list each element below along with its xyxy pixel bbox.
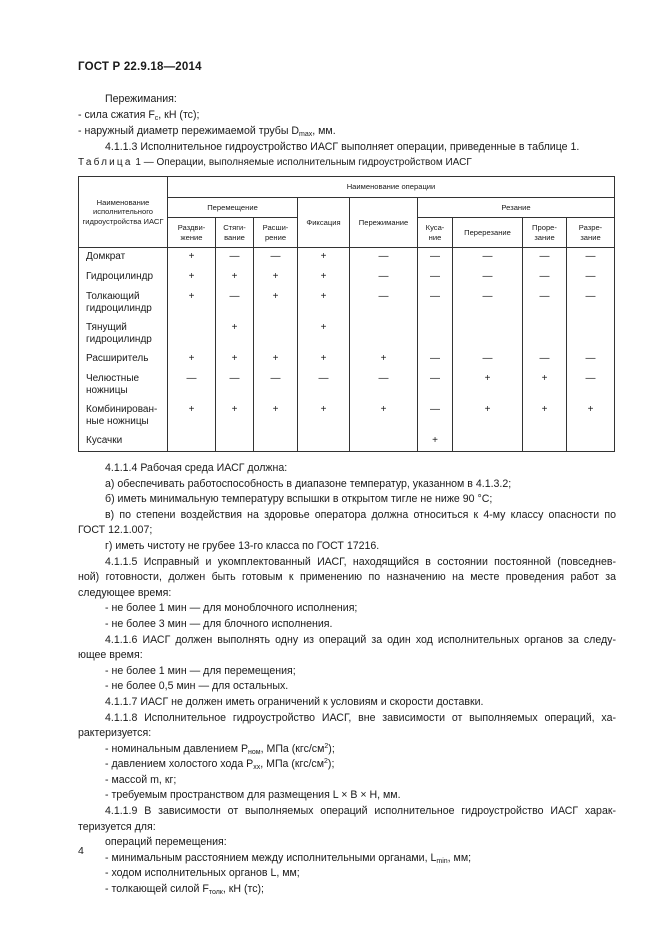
header-fixation: Фиксация xyxy=(298,198,350,248)
table-cell: — xyxy=(453,248,523,268)
table-cell xyxy=(350,432,418,452)
paragraph: - минимальным расстоянием между исполнительными органами, $L_{min}$, мм; xyxy=(105,851,472,865)
table-cell: + xyxy=(168,268,216,288)
table-cell: + xyxy=(254,350,298,370)
paragraph: - массой m, кг; xyxy=(105,773,177,786)
intro-block xyxy=(78,91,618,155)
table-cell: — xyxy=(418,401,453,432)
table-cell: + xyxy=(254,401,298,432)
table-cell: — xyxy=(298,370,350,401)
table-row xyxy=(79,350,615,370)
row-device-name: Расширитель xyxy=(79,350,168,370)
paragraph: - не более 1 мин — для моноблочного исполнения; xyxy=(105,602,358,615)
table-cell: — xyxy=(350,268,418,288)
table-cell: + xyxy=(216,401,254,432)
operations-table xyxy=(78,176,615,452)
table-cell: + xyxy=(168,401,216,432)
table-cell: — xyxy=(418,370,453,401)
header-device-name: Наименование исполнительного гидроустройства ИАСГ xyxy=(79,177,168,248)
table-cell: — xyxy=(567,288,615,319)
table-cell: — xyxy=(216,288,254,319)
paragraph: - не более 0,5 мин — для остальных. xyxy=(105,680,289,693)
paragraph: - ходом исполнительных органов L, мм; xyxy=(105,867,300,880)
table-row xyxy=(79,432,615,452)
table-cell: — xyxy=(523,288,567,319)
table-cell: — xyxy=(216,248,254,268)
table-cell: + xyxy=(350,350,418,370)
header-group-move: Перемещение xyxy=(168,198,298,218)
table-cell: — xyxy=(523,350,567,370)
table-cell: + xyxy=(567,401,615,432)
table-cell: — xyxy=(418,248,453,268)
table-cell: + xyxy=(216,268,254,288)
table-cell: — xyxy=(168,370,216,401)
header-bite: Куса- ние xyxy=(418,218,453,248)
intro-line: Пережимания: xyxy=(105,93,177,105)
table-cell: + xyxy=(298,248,350,268)
paragraph: - номинальным давлением $P_{ном}$, МПа $(кгс/см^2)$; xyxy=(105,742,335,756)
header-cut-through: Перерезание xyxy=(453,218,523,248)
header-widen: Расши- рение xyxy=(254,218,298,248)
table-cell: — xyxy=(453,268,523,288)
intro-line: - наружный диаметр пережимаемой трубы $D_{max}$, мм. xyxy=(78,125,336,138)
table-cell: + xyxy=(298,319,350,350)
paragraph: в) по степени воздействия на здоровье оператора должна относиться к 4-му классу опасности по xyxy=(105,508,616,521)
table-cell: + xyxy=(298,268,350,288)
table-cell xyxy=(453,432,523,452)
intro-line: - сила сжатия $F_c$, кН (тс); xyxy=(78,109,200,122)
table-cell: — xyxy=(350,248,418,268)
paragraph: ГОСТ 12.1.007; xyxy=(78,524,153,537)
table-row xyxy=(79,288,615,319)
table-cell: — xyxy=(254,248,298,268)
row-device-name: Толкающий гидроцилиндр xyxy=(79,288,168,319)
header-expand: Раздви- жение xyxy=(168,218,216,248)
table-cell: — xyxy=(523,268,567,288)
paragraph: - не более 1 мин — для перемещения; xyxy=(105,664,296,677)
table-cell: + xyxy=(168,248,216,268)
table-cell: + xyxy=(168,288,216,319)
table-cell: — xyxy=(453,288,523,319)
table-row xyxy=(79,268,615,288)
table-cell: + xyxy=(254,268,298,288)
table-cell: + xyxy=(298,288,350,319)
table-cell: — xyxy=(453,350,523,370)
table-cell xyxy=(523,432,567,452)
paragraph: - требуемым пространством для размещения L × B × H, мм. xyxy=(105,789,401,802)
table-cell xyxy=(254,432,298,452)
table-cell xyxy=(567,432,615,452)
paragraph: операций перемещения: xyxy=(105,836,227,849)
table-cell: + xyxy=(298,350,350,370)
table-cell: + xyxy=(523,370,567,401)
table-cell: + xyxy=(298,401,350,432)
table-cell: — xyxy=(350,288,418,319)
table-row xyxy=(79,370,615,401)
paragraph: 4.1.1.6 ИАСГ должен выполнять одну из операций за один ход исполнительных органов за следу- xyxy=(105,633,616,646)
table-cell: — xyxy=(523,248,567,268)
row-device-name: Тянущий гидроцилиндр xyxy=(79,319,168,350)
table-cell: — xyxy=(567,248,615,268)
table-cell: + xyxy=(453,370,523,401)
header-contract: Стяги- вание xyxy=(216,218,254,248)
table-cell: + xyxy=(418,432,453,452)
table-cell xyxy=(168,319,216,350)
document-header: ГОСТ Р 22.9.18—2014 xyxy=(78,61,202,73)
paragraph: - не более 3 мин — для блочного исполнения. xyxy=(105,617,333,630)
header-cut-apart: Разре- зание xyxy=(567,218,615,248)
table-cell: + xyxy=(523,401,567,432)
header-cut-slot: Проре- зание xyxy=(523,218,567,248)
table-cell xyxy=(216,432,254,452)
table-cell: + xyxy=(216,319,254,350)
table-cell xyxy=(254,319,298,350)
table-cell: — xyxy=(418,268,453,288)
body-text xyxy=(78,461,616,898)
paragraph: рактеризуется: xyxy=(78,727,152,740)
table-row xyxy=(79,319,615,350)
table-cell xyxy=(567,319,615,350)
paragraph: б) иметь минимальную температуру вспышки в открытом тигле не ниже 90 °С; xyxy=(105,493,493,506)
table-row xyxy=(79,248,615,268)
table-cell: — xyxy=(216,370,254,401)
table-cell xyxy=(523,319,567,350)
paragraph: ющее время: xyxy=(78,649,143,662)
header-operation-name: Наименование операции xyxy=(168,177,615,198)
paragraph: - толкающей силой $F_{толк}$, кН (тс); xyxy=(105,883,265,897)
page-number: 4 xyxy=(78,845,84,857)
paragraph: г) иметь чистоту не грубее 13-го класса по ГОСТ 17216. xyxy=(105,539,380,552)
row-device-name: Челюстные ножницы xyxy=(79,370,168,401)
paragraph: 4.1.1.9 В зависимости от выполняемых операций исполнительное гидроустройство ИАСГ харак- xyxy=(105,805,616,818)
paragraph: 4.1.1.4 Рабочая среда ИАСГ должна: xyxy=(105,462,288,474)
row-device-name: Домкрат xyxy=(79,248,168,268)
table-cell xyxy=(350,319,418,350)
paragraph: а) обеспечивать работоспособность в диапазоне температур, указанном в 4.1.3.2; xyxy=(105,477,512,490)
table-cell: + xyxy=(254,288,298,319)
table-row xyxy=(79,401,615,432)
paragraph: ной) готовности, должен быть готовым к применению по назначению на месте проведения работ за xyxy=(78,571,616,584)
table-cell: — xyxy=(567,350,615,370)
table-cell: — xyxy=(418,288,453,319)
table-cell: — xyxy=(254,370,298,401)
table-cell: + xyxy=(216,350,254,370)
table-cell: — xyxy=(418,350,453,370)
paragraph: следующее время: xyxy=(78,586,172,599)
paragraph: 4.1.1.8 Исполнительное гидроустройство ИАСГ, вне зависимости от выполняемых операций, ха- xyxy=(105,711,616,724)
table-cell: + xyxy=(350,401,418,432)
table-cell: — xyxy=(350,370,418,401)
table-cell: + xyxy=(168,350,216,370)
row-device-name: Гидроцилиндр xyxy=(79,268,168,288)
table-cell xyxy=(418,319,453,350)
table-caption: Таблица 1 — Операции, выполняемые исполнительным гидроустройством ИАСГ xyxy=(78,157,472,168)
header-group-cut: Резание xyxy=(418,198,615,218)
paragraph: 4.1.1.5 Исправный и укомплектованный ИАСГ, находящийся в состоянии постоянной (повседнев- xyxy=(105,555,616,568)
paragraph: - давлением холостого хода $P_{хх}$, МПа $(кгс/см^2)$; xyxy=(105,758,335,772)
table-cell xyxy=(168,432,216,452)
table-cell xyxy=(298,432,350,452)
table-cell: — xyxy=(567,268,615,288)
table-cell: + xyxy=(453,401,523,432)
row-device-name: Комбинирован-ные ножницы xyxy=(79,401,168,432)
table-cell xyxy=(453,319,523,350)
intro-line: 4.1.1.3 Исполнительное гидроустройство ИАСГ выполняет операции, приведенные в таблице 1. xyxy=(105,141,580,153)
table-cell: — xyxy=(567,370,615,401)
paragraph: теризуется для: xyxy=(78,820,156,833)
paragraph: 4.1.1.7 ИАСГ не должен иметь ограничений к условиям и скорости доставки. xyxy=(105,695,484,708)
row-device-name: Кусачки xyxy=(79,432,168,452)
header-squeeze: Пережимание xyxy=(350,198,418,248)
